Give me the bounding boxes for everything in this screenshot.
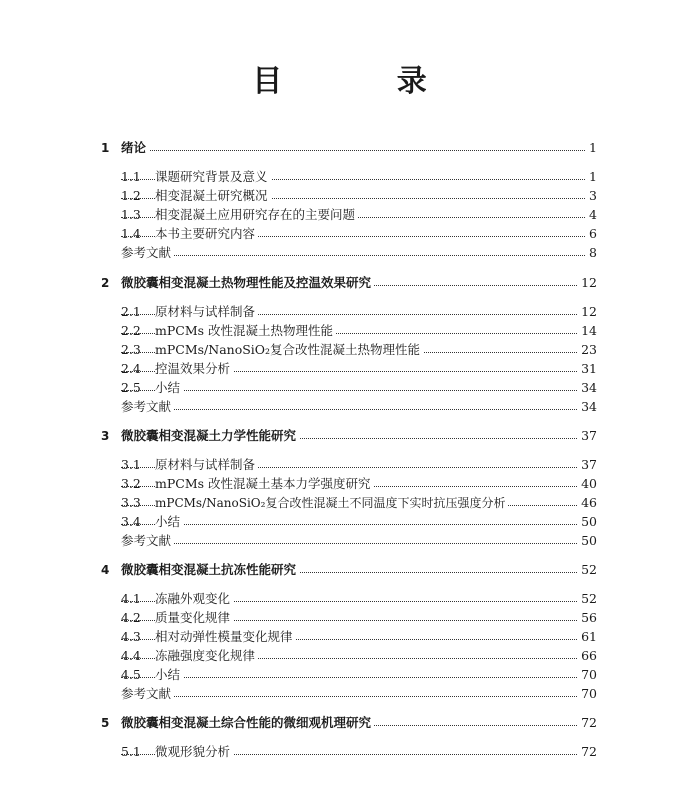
toc-references-4[interactable] [0, 686, 679, 702]
section-title: 课题研究背景及意义 [155, 169, 271, 185]
section-title: 冻融外观变化 [155, 591, 233, 607]
toc-section-4-4[interactable] [0, 648, 679, 664]
page-number: 72 [578, 715, 597, 731]
toc-chapter-2[interactable] [0, 275, 679, 291]
toc-section-5-1[interactable] [0, 744, 679, 760]
chapter-number: 5 [101, 716, 110, 730]
chapter-title: 微胶囊相变混凝土热物理性能及控温效果研究 [121, 275, 374, 291]
section-title: 原材料与试样制备 [155, 304, 258, 320]
page-number: 1 [586, 140, 597, 156]
page-number: 4 [586, 207, 597, 223]
section-number: 4.5 [121, 667, 141, 682]
toc-section-4-2[interactable] [0, 610, 679, 626]
section-title: 微观形貌分析 [155, 744, 233, 760]
references-title: 参考文献 [121, 399, 174, 415]
chapter-title: 微胶囊相变混凝土抗冻性能研究 [121, 562, 299, 578]
toc-section-1-4[interactable] [0, 226, 679, 242]
page-number: 40 [578, 476, 597, 492]
chapter-number: 1 [101, 141, 110, 155]
section-title: 小结 [155, 380, 183, 396]
section-title: 原材料与试样制备 [155, 457, 258, 473]
dot-leader [121, 524, 591, 525]
chapter-number: 3 [101, 429, 110, 443]
page-number: 72 [578, 744, 597, 760]
section-title: 冻融强度变化规律 [155, 648, 258, 664]
section-title: 相对动弹性模量变化规律 [155, 629, 296, 645]
page-number: 34 [578, 380, 597, 396]
section-number: 4.4 [121, 648, 141, 663]
section-title: 相变混凝土研究概况 [155, 188, 271, 204]
dot-leader [121, 150, 591, 151]
toc-chapter-5[interactable] [0, 715, 679, 731]
section-number: 3.1 [121, 457, 141, 472]
toc-section-1-3[interactable] [0, 207, 679, 223]
toc-section-3-2[interactable] [0, 476, 679, 492]
page-number: 14 [578, 323, 597, 339]
page-number: 61 [578, 629, 597, 645]
toc-section-3-4[interactable] [0, 514, 679, 530]
page-number: 6 [586, 226, 597, 242]
toc-section-2-1[interactable] [0, 304, 679, 320]
references-title: 参考文献 [121, 533, 174, 549]
section-number: 2.3 [121, 342, 141, 357]
dot-leader [121, 390, 591, 391]
section-number: 2.2 [121, 323, 141, 338]
toc-section-3-1[interactable] [0, 457, 679, 473]
chapter-title: 微胶囊相变混凝土综合性能的微细观机理研究 [121, 715, 374, 731]
dot-leader [121, 409, 591, 410]
section-title: 本书主要研究内容 [155, 226, 258, 242]
section-title: mPCMs 改性混凝土热物理性能 [155, 323, 336, 339]
toc-section-3-3[interactable] [0, 495, 679, 511]
chapter-title: 绪论 [121, 140, 149, 156]
page-number: 34 [578, 399, 597, 415]
section-number: 3.3 [121, 495, 141, 510]
toc-section-2-4[interactable] [0, 361, 679, 377]
toc-section-1-2[interactable] [0, 188, 679, 204]
toc-section-2-3[interactable] [0, 342, 679, 358]
dot-leader [121, 255, 591, 256]
section-number: 2.4 [121, 361, 141, 376]
toc-chapter-1[interactable] [0, 140, 679, 156]
toc-references-3[interactable] [0, 533, 679, 549]
page-number: 52 [578, 562, 597, 578]
section-number: 1.1 [121, 169, 141, 184]
section-title: 相变混凝土应用研究存在的主要问题 [155, 207, 358, 223]
section-number: 4.2 [121, 610, 141, 625]
page-number: 12 [578, 275, 597, 291]
page-number: 70 [578, 686, 597, 702]
section-title: mPCMs/NanoSiO₂复合改性混凝土热物理性能 [155, 342, 423, 358]
page-number: 66 [578, 648, 597, 664]
page-number: 50 [578, 533, 597, 549]
page-title: 目 录 [252, 64, 479, 99]
section-number: 3.4 [121, 514, 141, 529]
toc-section-1-1[interactable] [0, 169, 679, 185]
page-number: 50 [578, 514, 597, 530]
toc-chapter-3[interactable] [0, 428, 679, 444]
toc-references-2[interactable] [0, 399, 679, 415]
section-number: 1.4 [121, 226, 141, 241]
chapter-number: 4 [101, 563, 110, 577]
page-number: 31 [578, 361, 597, 377]
chapter-number: 2 [101, 276, 110, 290]
section-title: 质量变化规律 [155, 610, 233, 626]
references-title: 参考文献 [121, 245, 174, 261]
section-number: 4.1 [121, 591, 141, 606]
section-title: 小结 [155, 514, 183, 530]
toc-section-4-1[interactable] [0, 591, 679, 607]
section-number: 1.3 [121, 207, 141, 222]
page-number: 56 [578, 610, 597, 626]
section-title: mPCMs 改性混凝土基本力学强度研究 [155, 476, 374, 492]
page-number: 46 [578, 495, 597, 511]
toc-section-2-5[interactable] [0, 380, 679, 396]
page-number: 1 [586, 169, 597, 185]
dot-leader [121, 543, 591, 544]
dot-leader [121, 677, 591, 678]
section-title: 小结 [155, 667, 183, 683]
section-title: 控温效果分析 [155, 361, 233, 377]
page-number: 37 [578, 457, 597, 473]
section-number: 5.1 [121, 744, 141, 759]
section-number: 4.3 [121, 629, 141, 644]
page-number: 8 [586, 245, 597, 261]
page-number: 37 [578, 428, 597, 444]
section-number: 2.1 [121, 304, 141, 319]
chapter-title: 微胶囊相变混凝土力学性能研究 [121, 428, 299, 444]
toc-section-4-5[interactable] [0, 667, 679, 683]
section-title: mPCMs/NanoSiO₂复合改性混凝土不同温度下实时抗压强度分析 [155, 495, 508, 511]
page-number: 23 [578, 342, 597, 358]
page-number: 3 [586, 188, 597, 204]
page-number: 52 [578, 591, 597, 607]
toc-chapter-4[interactable] [0, 562, 679, 578]
section-number: 3.2 [121, 476, 141, 491]
section-number: 1.2 [121, 188, 141, 203]
page-number: 70 [578, 667, 597, 683]
page-number: 12 [578, 304, 597, 320]
section-number: 2.5 [121, 380, 141, 395]
references-title: 参考文献 [121, 686, 174, 702]
toc-section-2-2[interactable] [0, 323, 679, 339]
toc-section-4-3[interactable] [0, 629, 679, 645]
dot-leader [121, 696, 591, 697]
toc-references-1[interactable] [0, 245, 679, 261]
